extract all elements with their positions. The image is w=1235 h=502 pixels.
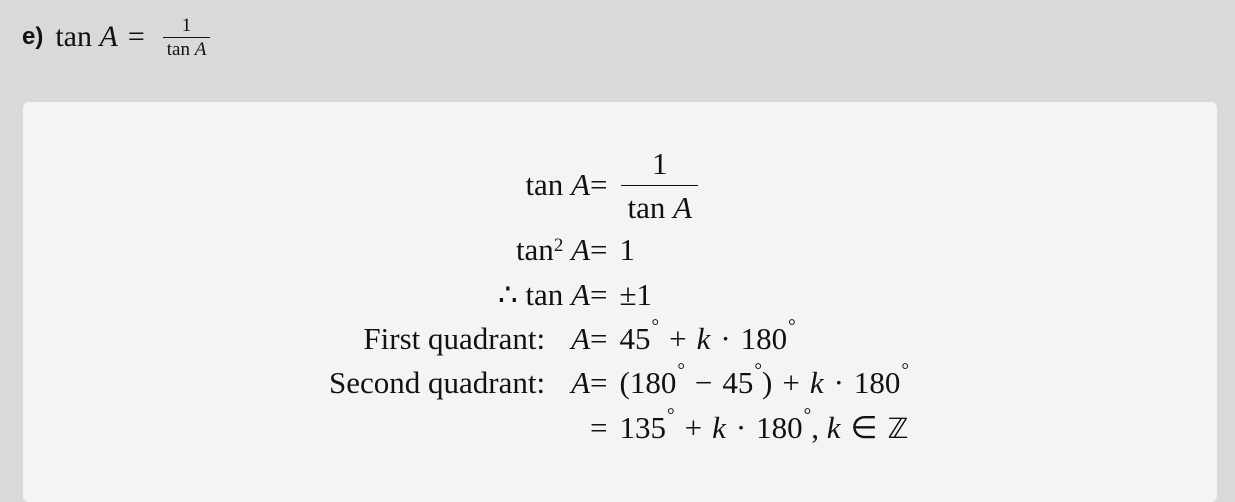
question-header <box>22 14 210 60</box>
solution-line-2: tan $^2$ A = 1 <box>515 232 635 267</box>
solution-line-5: Second quadrant: A = ( 180 ° − 45 ° ) + k · 180 ° <box>328 360 910 400</box>
solution-line-3: ∴ tan A = ±1 <box>497 277 652 312</box>
solution-line-6: = 135 ° + k · 180 ° , k ∈ ℤ <box>590 405 909 445</box>
question-fraction: $\frac{1}{\text{tan A}}$ <box>163 16 211 59</box>
solution-line-1: tan A = $\frac{1}{\text{tan A}}$ <box>0 163 1235 207</box>
solution-fraction: $\frac{1}{\text{tan A}}$ <box>621 148 698 223</box>
question-equation: tan A = $\frac{1}{\text{tan A}}$ <box>55 16 210 59</box>
question-label: e) <box>22 23 44 50</box>
solution-line-4: First quadrant: A = 45 ° + k · 180 ° <box>363 316 796 356</box>
